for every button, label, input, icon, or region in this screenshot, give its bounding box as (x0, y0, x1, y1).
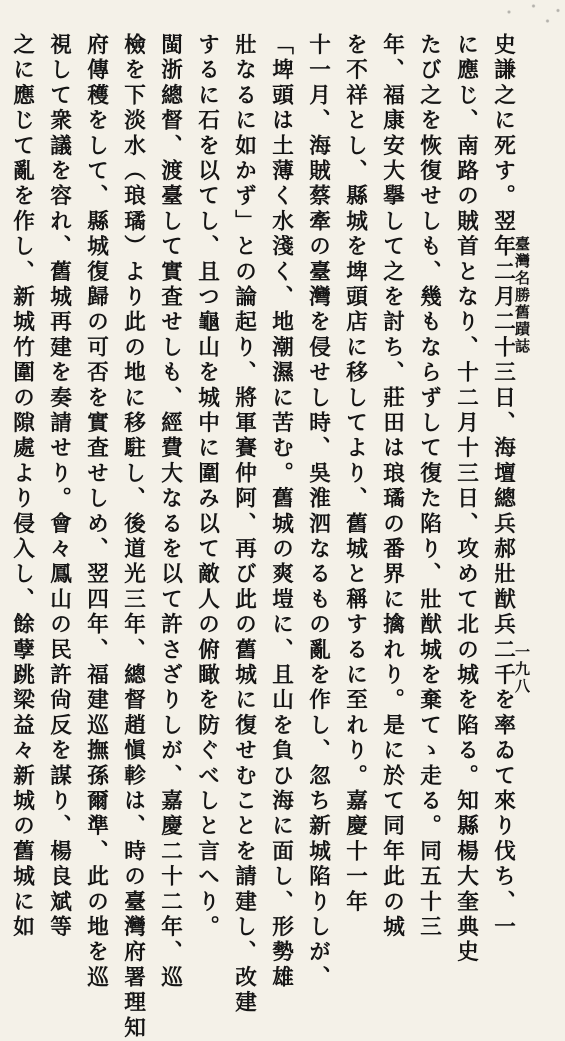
text-column: するに石を以てし、且つ龜山を城中に圍み以て敵人の俯瞰を防ぐべしと言へり。 (194, 33, 220, 941)
text-column: 壯なるに如かず」との論起り、將軍賽仲阿、再び此の舊城に復せむことを請建し、改建 (231, 33, 257, 1016)
text-column: を不祥とし、縣城を埤頭店に移してより、舊城と稱するに至れり。嘉慶十一年 (342, 33, 368, 915)
running-header-title: 臺灣名勝舊蹟誌 (513, 236, 531, 355)
text-column: 年、福康安大擧して之を討ち、莊田は琅璚の番界に擒れり。是に於て同年此の城 (379, 33, 405, 941)
text-column: に應じ、南路の賊首となり、十二月十三日、攻めて北の城を陷る。知縣楊大奎典史 (453, 33, 479, 966)
scan-speckle (495, 0, 565, 30)
text-column: 檢を下淡水（琅璚）より此の地に移駐し、後道光三年、總督趙愼軫は、時の臺灣府署理知 (120, 33, 146, 1041)
text-column: 之に應じて亂を作し、新城竹圍の隙處より侵入し、餘孽跳梁益々新城の舊城に如 (9, 33, 35, 941)
text-column: 閩浙總督、渡臺して實査せしも、經費大なるを以て許さざりしが、嘉慶二十二年、巡 (157, 33, 183, 991)
text-column: 視して衆議を容れ、舊城再建を奏請せり。會々鳳山の民許尙反を謀り、楊良斌等 (46, 33, 72, 941)
text-column: 府傳穫をして、縣城復歸の可否を實査せしめ、翌四年、福建巡撫孫爾準、此の地を巡 (83, 33, 109, 991)
text-column: 十一月、海賊蔡牽の臺灣を侵せし時、吳淮泗なるもの亂を作し、忽ち新城陷りしが、 (305, 33, 331, 991)
text-column: 史謙之に死す。翌年二月二十三日、海壇總兵郝壯猷兵二千を率ゐて來り伐ち、一 (490, 33, 516, 941)
page-number: 一九八 (513, 644, 531, 695)
text-column: 「埤頭は土薄く水淺く、地潮濕に苦む。舊城の爽塏に、且山を負ひ海に面し、形勢雄 (268, 33, 294, 991)
text-column: たび之を恢復せしも、幾もならずして復た陷り、壯猷城を棄てゝ走る。同五十三 (416, 33, 442, 941)
